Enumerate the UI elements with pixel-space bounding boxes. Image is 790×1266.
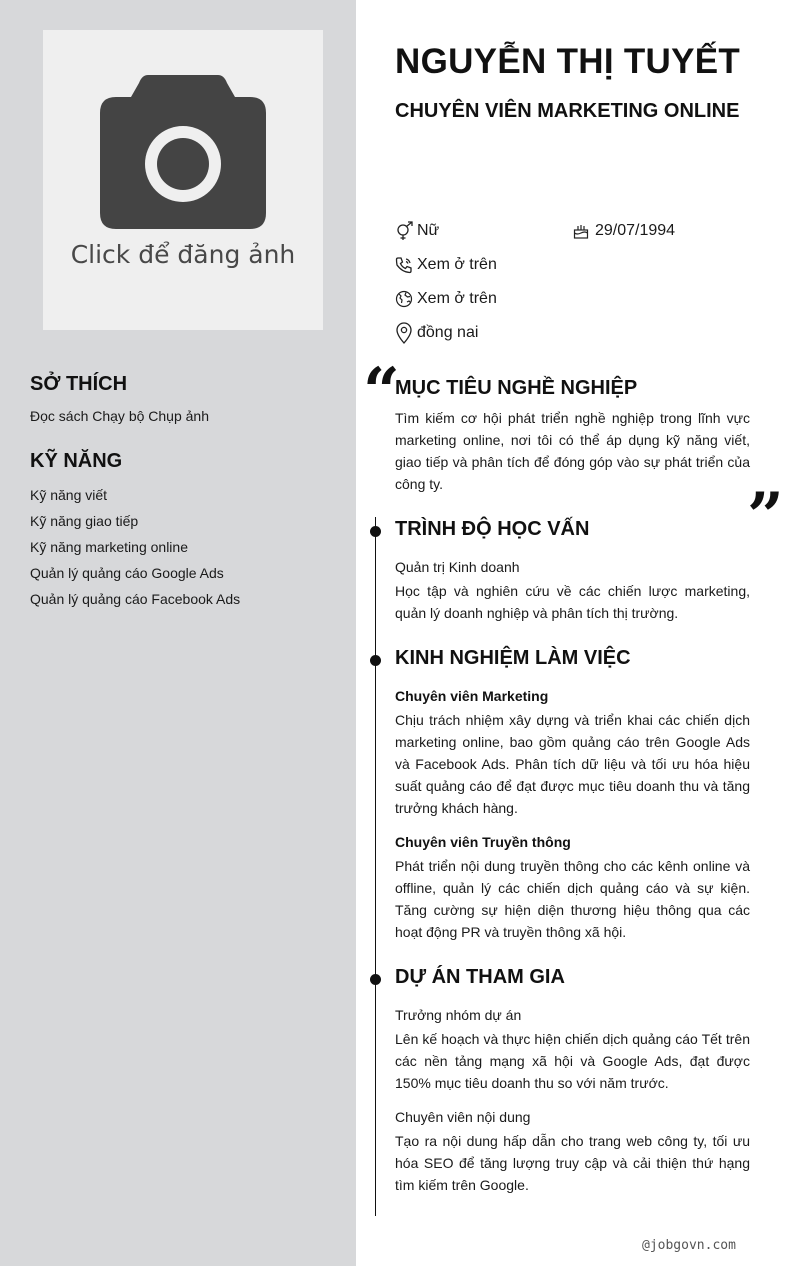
education-heading: TRÌNH ĐỘ HỌC VẤN (395, 518, 590, 540)
gender-row (395, 220, 439, 242)
project-text: Tạo ra nội dung hấp dẫn cho trang web công ty, tối ưu hóa SEO để tăng lượng truy cập và cải thiện thứ hạng tìm kiếm trên Google. (395, 1133, 750, 1193)
photo-upload-box[interactable] (43, 30, 323, 330)
map-pin-icon (395, 322, 417, 344)
address-value: đồng nai (417, 324, 479, 341)
project-role: Chuyên viên nội dung (395, 1109, 531, 1125)
project-role: Trưởng nhóm dự án (395, 1007, 522, 1023)
objective-heading: MỤC TIÊU NGHỀ NGHIỆP (395, 377, 638, 399)
skills-heading: KỸ NĂNG (30, 450, 123, 472)
timeline-dot (370, 526, 381, 537)
sidebar (0, 0, 356, 1266)
globe-icon (395, 288, 417, 310)
skill-item: Kỹ năng viết (30, 487, 108, 503)
close-quote-icon: ” (747, 479, 784, 554)
skill-item: Kỹ năng giao tiếp (30, 513, 139, 529)
experience-text: Phát triển nội dung truyền thông cho các kênh online và offline, quản lý các chiến dịch quảng cáo và sự kiện. Tăng cường sự hiện diện thương hiệu thông qua các hoạt động PR và truyền thông xã hội. (395, 858, 750, 940)
job-title: CHUYÊN VIÊN MARKETING ONLINE (395, 100, 740, 122)
candidate-name: NGUYỄN THỊ TUYẾT (395, 42, 741, 81)
gender-icon (395, 220, 417, 242)
phone-icon (395, 254, 417, 276)
education-text: Học tập và nghiên cứu về các chiến lược marketing, quản lý doanh nghiệp và phân tích thị trường. (395, 583, 750, 621)
photo-caption: Click để đăng ảnh (70, 240, 296, 269)
birthday-value: 29/07/1994 (595, 222, 676, 239)
experience-text: Chịu trách nhiệm xây dựng và triển khai các chiến dịch marketing online, bao gồm quảng cáo trên Google Ads và Facebook Ads. Phân tích dữ liệu và tối ưu hóa hiệu suất quảng cáo để đạt được mục tiêu doanh thu và tăng trưởng khách hàng. (395, 712, 750, 816)
objective-text: Tìm kiếm cơ hội phát triển nghề nghiệp trong lĩnh vực marketing online, nơi tôi có thể áp dụng kỹ năng viết, giao tiếp và phân tích để đóng góp vào sự phát triển của công ty. (395, 410, 750, 492)
camera-icon (100, 75, 266, 230)
timeline-dot (370, 655, 381, 666)
projects-heading: DỰ ÁN THAM GIA (395, 966, 565, 988)
skill-item: Kỹ năng marketing online (30, 539, 188, 555)
website-row (395, 288, 497, 310)
experience-role: Chuyên viên Marketing (395, 688, 549, 704)
website-value: Xem ở trên (417, 290, 497, 307)
education-major: Quản trị Kinh doanh (395, 559, 520, 575)
watermark: @jobgovn.com (642, 1238, 736, 1253)
timeline-line (375, 517, 376, 1216)
open-quote-icon: “ (363, 354, 400, 429)
skill-item: Quản lý quảng cáo Facebook Ads (30, 591, 241, 607)
hobbies-text: Đọc sách Chạy bộ Chụp ảnh (30, 408, 209, 424)
phone-value: Xem ở trên (417, 256, 497, 273)
project-text: Lên kế hoạch và thực hiện chiến dịch quảng cáo Tết trên các nền tảng mạng xã hội và Google Ads, đạt được 150% mục tiêu doanh thu so với năm trước. (395, 1031, 750, 1091)
timeline-dot (370, 974, 381, 985)
experience-role: Chuyên viên Truyền thông (395, 834, 571, 850)
hobbies-heading: SỞ THÍCH (30, 373, 128, 395)
address-row (395, 322, 478, 344)
gender-value: Nữ (417, 222, 440, 239)
cake-icon (573, 220, 595, 242)
phone-row (395, 254, 497, 276)
experience-heading: KINH NGHIỆM LÀM VIỆC (395, 647, 631, 669)
skill-item: Quản lý quảng cáo Google Ads (30, 565, 224, 581)
birthday-row (573, 220, 675, 242)
